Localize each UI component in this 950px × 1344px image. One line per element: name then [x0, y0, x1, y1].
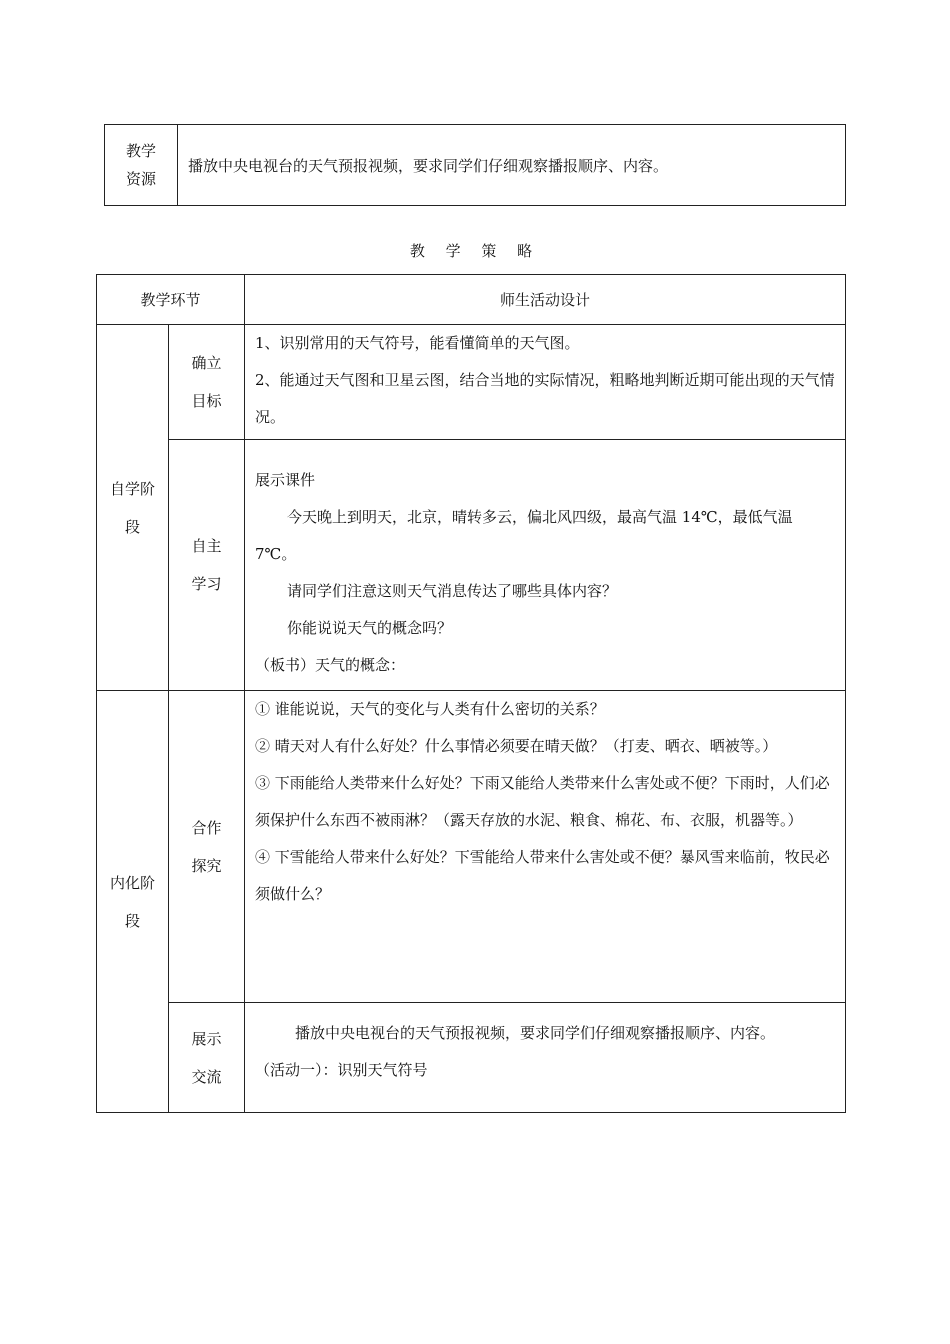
table-row — [97, 325, 846, 440]
header-teaching-stage: 教学环节 — [97, 275, 245, 325]
substage-line1: 确立 — [191, 354, 222, 372]
content-line: 你能说说天气的概念吗？ — [287, 619, 453, 637]
substage-line2: 学习 — [191, 575, 222, 593]
resources-label-line1: 教学 — [125, 142, 156, 160]
section-title: 教 学 策 略 — [409, 242, 541, 260]
resources-text: 播放中央电视台的天气预报视频，要求同学们仔细观察播报顺序、内容。 — [178, 125, 846, 206]
study-content — [245, 440, 846, 691]
goal-item: 1、识别常用的天气符号，能看懂简单的天气图。 — [255, 334, 580, 352]
stage-internalization — [97, 691, 169, 1113]
question-item: ② 晴天对人有什么好处？什么事情必须要在晴天做？（打麦、晒衣、晒被等。） — [255, 737, 778, 755]
substage-cooperative-inquiry — [169, 691, 245, 1003]
stage-name-line2: 段 — [124, 911, 140, 930]
resources-label-cell — [105, 125, 178, 206]
presentation-content — [245, 1003, 846, 1113]
substage-independent-study — [169, 440, 245, 691]
substage-line2: 探究 — [191, 856, 222, 875]
content-line: （板书）天气的概念： — [255, 656, 406, 674]
resources-row — [105, 125, 846, 206]
stage-name-line1: 自学阶 — [109, 479, 155, 498]
content-line: 播放中央电视台的天气预报视频，要求同学们仔细观察播报顺序、内容。 — [295, 1024, 776, 1042]
stage-self-study — [97, 325, 169, 691]
substage-line1: 展示 — [191, 1029, 222, 1048]
content-line: 展示课件 — [255, 471, 316, 489]
substage-set-goals — [169, 325, 245, 440]
goals-content — [245, 325, 846, 440]
goal-item: 2、能通过天气图和卫星云图，结合当地的实际情况，粗略地判断近期可能出现的天气情况。 — [255, 371, 835, 426]
header-activity-design: 师生活动设计 — [245, 275, 846, 325]
question-item: ③ 下雨能给人类带来什么好处？下雨又能给人类带来什么害处或不便？下雨时，人们必须保护什么东西不被雨淋？（露天存放的水泥、粮食、棉花、布、衣服，机器等。） — [255, 774, 830, 829]
question-item: ① 谁能说说，天气的变化与人类有什么密切的关系？ — [255, 700, 605, 718]
question-item: ④ 下雪能给人带来什么好处？下雪能给人带来什么害处或不便？暴风雪来临前，牧民必须做什么？ — [255, 848, 830, 903]
content-line: 请同学们注意这则天气消息传达了哪些具体内容？ — [287, 582, 618, 600]
table-row — [97, 691, 846, 1003]
teaching-resources-table — [104, 124, 846, 206]
substage-line2: 交流 — [191, 1067, 222, 1086]
content-line: （活动一）：识别天气符号 — [255, 1061, 428, 1079]
substage-presentation — [169, 1003, 245, 1113]
table-row — [97, 440, 846, 691]
table-header-row — [97, 275, 846, 325]
substage-line1: 自主 — [191, 537, 222, 555]
resources-label-line2: 资源 — [125, 170, 156, 188]
teaching-strategy-table — [96, 274, 846, 1113]
table-row — [97, 1003, 846, 1113]
inquiry-content — [245, 691, 846, 1003]
stage-name-line2: 段 — [124, 517, 140, 536]
substage-line2: 目标 — [191, 392, 222, 410]
substage-line1: 合作 — [191, 818, 222, 837]
content-line: 今天晚上到明天，北京，晴转多云，偏北风四级，最高气温 14℃，最低气温 7℃。 — [255, 508, 793, 563]
stage-name-line1: 内化阶 — [109, 873, 155, 892]
